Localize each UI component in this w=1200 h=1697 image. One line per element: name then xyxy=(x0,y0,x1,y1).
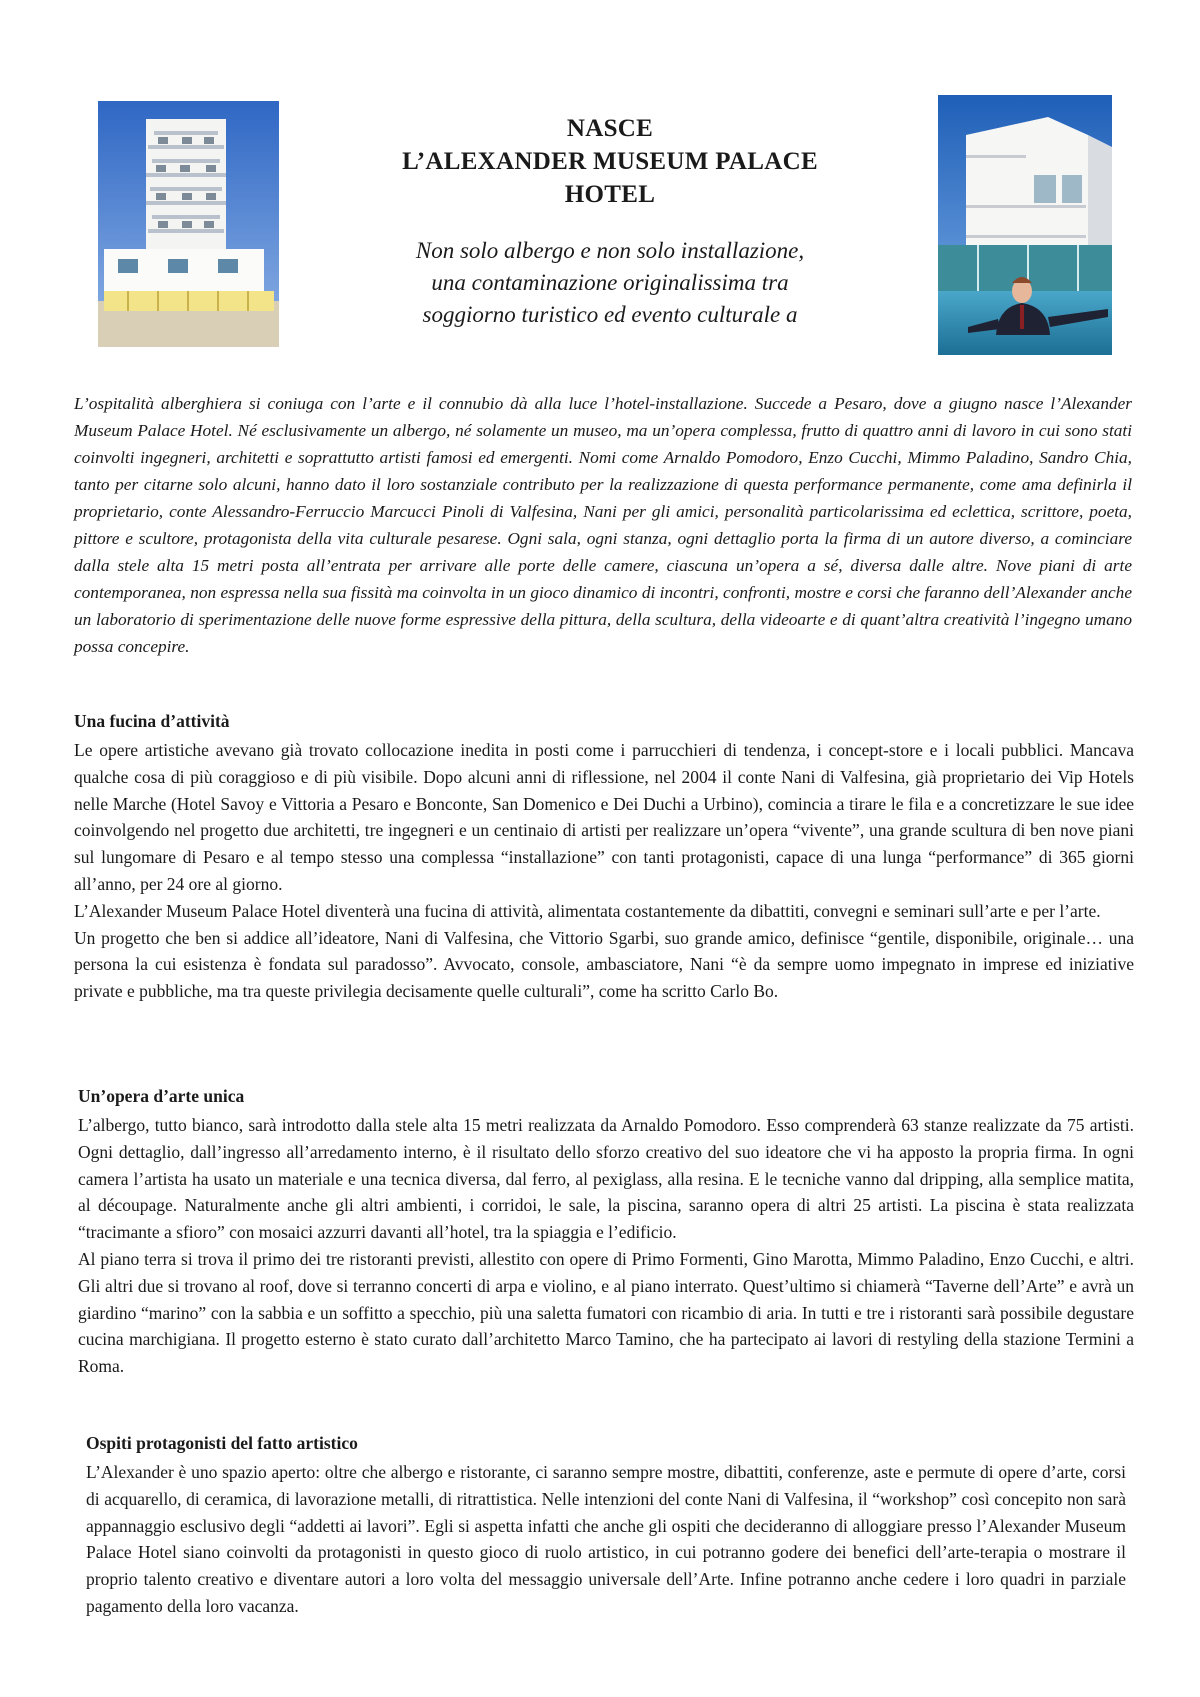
title-line: NASCE xyxy=(566,115,654,142)
hotel-building-photo xyxy=(98,101,279,347)
section-heading: Un’opera d’arte unica xyxy=(78,1086,245,1106)
section-paragraph: L’Alexander è uno spazio aperto: oltre che albergo e ristorante, ci saranno sempre mostre, dibattiti, conferenze, aste e permute di opere d’arte, corsi di acquarello, di ceramica, di lavorazione metalli, di ritrattistica. Nelle intenzioni del conte Nani di Valfesina, il “workshop” così concepito non sarà appannaggio esclusivo degli “addetti ai lavori”. Egli si aspetta infatti che anche gli ospiti che decideranno di alloggiare presso l’Alexander Museum Palace Hotel siano coinvolti da protagonisti in questo gioco di ruolo artistico, in cui potranno godere dei benefici dell’arte-terapia o mostrare il proprio talento creativo e diventare autori a loro volta del messaggio universale dell’Arte. Infine potranno anche cedere i loro quadri in parziale pagamento della loro vacanza. xyxy=(86,1462,1126,1616)
owner-portrait-image xyxy=(938,95,1112,355)
section-opera-arte xyxy=(78,1083,1134,1380)
section-paragraph: Al piano terra si trova il primo dei tre ristoranti previsti, allestito con opere di Primo Formenti, Gino Marotta, Mimmo Paladino, Enzo Cucchi, e altri. Gli altri due si trovano al roof, dove si terranno concerti di arpa e violino, e al piano interrato. Quest’ultimo si chiamerà “Taverne dell’Arte” e avrà un giardino “marino” con la sabbia e un soffitto a specchio, più una saletta fumatori con ricambio di aria. In tutti e tre i ristoranti sarà possibile degustare cucina marchigiana. Il progetto esterno è stato curato dall’architetto Marco Tamino, che ha partecipato ai lavori di restyling della stazione Termini a Roma. xyxy=(78,1248,1134,1377)
title-line: HOTEL xyxy=(564,181,656,208)
subtitle-line: soggiorno turistico ed evento culturale a xyxy=(422,302,798,327)
title-line: L’ALEXANDER MUSEUM PALACE xyxy=(402,148,818,175)
page-title xyxy=(340,112,880,211)
section-heading: Ospiti protagonisti del fatto artistico xyxy=(86,1433,358,1453)
section-ospiti xyxy=(86,1430,1126,1620)
subtitle-line: una contaminazione originalissima tra xyxy=(431,270,789,295)
section-paragraph: L’albergo, tutto bianco, sarà introdotto dalla stele alta 15 metri realizzata da Arnaldo Pomodoro. Esso comprenderà 63 stanze realizzate da 75 artisti. Ogni dettaglio, dall’ingresso all’arredamento interno, è il risultato dello sforzo creativo del suo ideatore che vi ha apposto la propria firma. In ogni camera l’artista ha usato un materiale e una tecnica diversa, dal ferro, al pexiglass, alla resina. E le tecniche vanno dal dripping, alla semplice matita, al découpage. Naturalmente anche gli altri ambienti, i corridoi, le sale, la piscina, saranno opera di altri 25 artisti. La piscina è stata realizzata “tracimante a sfioro” con mosaici azzurri davanti all’hotel, tra la spiaggia e l’edificio. xyxy=(78,1115,1134,1243)
page-subtitle xyxy=(340,235,880,331)
hotel-building-image xyxy=(98,101,279,347)
section-paragraph: L’Alexander Museum Palace Hotel diventerà una fucina di attività, alimentata costantemente da dibattiti, convegni e seminari sull’arte e per l’arte. xyxy=(74,900,1101,921)
section-paragraph: Un progetto che ben si addice all’ideatore, Nani di Valfesina, che Vittorio Sgarbi, suo grande amico, definisce “gentile, disponibile, originale… una persona la cui esistenza è fondata sul paradosso”. Avvocato, console, ambasciatore, Nani “è da sempre uomo impegnato in imprese ed iniziative private e pubbliche, ma tra queste privilegia decisamente quelle culturali”, come ha scritto Carlo Bo. xyxy=(74,927,1134,1002)
subtitle-line: Non solo albergo e non solo installazione, xyxy=(415,238,805,263)
owner-portrait-photo xyxy=(938,95,1112,355)
intro-paragraph: L’ospitalità alberghiera si coniuga con l’arte e il connubio dà alla luce l’hotel-installazione. Succede a Pesaro, dove a giugno nasce l’Alexander Museum Palace Hotel. Né esclusivamente un albergo, né solamente un museo, ma un’opera complessa, frutto di quattro anni di lavoro in cui sono stati coinvolti ingegneri, architetti e soprattutto artisti famosi ed emergenti. Nomi come Arnaldo Pomodoro, Enzo Cucchi, Mimmo Paladino, Sandro Chia, tanto per citarne solo alcuni, hanno dato il loro sostanziale contributo per la realizzazione di questa performance permanente, come ama definirla il proprietario, conte Alessandro-Ferruccio Marcucci Pinoli di Valfesina, Nani per gli amici, personalità particolarissima ed eclettica, scrittore, poeta, pittore e scultore, protagonista della vita culturale pesarese. Ogni sala, ogni stanza, ogni dettaglio porta la firma di un autore diverso, a cominciare dalla stele alta 15 metri posta all’entrata per arrivare alle porte delle camere, ciascuna un’opera a sé, diversa dalle altre. Nove piani di arte contemporanea, non espressa nella sua fissità ma coinvolta in un gioco dinamico di incontri, confronti, mostre e corsi che faranno dell’Alexander anche un laboratorio di sperimentazione delle nuove forme espressive della pittura, della scultura, della videoarte e di quant’altra creatività l’ingegno umano possa concepire. xyxy=(74,394,1132,656)
section-paragraph: Le opere artistiche avevano già trovato collocazione inedita in posti come i parrucchieri di tendenza, i concept-store e i locali pubblici. Mancava qualche cosa di più coraggioso e di più visibile. Dopo alcuni anni di riflessione, nel 2004 il conte Nani di Valfesina, già proprietario dei Vip Hotels nelle Marche (Hotel Savoy e Vittoria a Pesaro e Bonconte, San Domenico e Dei Duchi a Urbino), comincia a tirare le fila e a concretizzare le sue idee coinvolgendo nel progetto due architetti, tre ingegneri e un centinaio di artisti per realizzare un’opera “vivente”, una grande scultura di ben nove piani sul lungomare di Pesaro e al tempo stesso una complessa “installazione” con tanti protagonisti, capace di una lunga “performance” di 365 giorni all’anno, per 24 ore al giorno. xyxy=(74,740,1134,894)
section-fucina xyxy=(74,708,1134,1005)
title-block xyxy=(340,112,880,331)
section-heading: Una fucina d’attività xyxy=(74,711,230,731)
